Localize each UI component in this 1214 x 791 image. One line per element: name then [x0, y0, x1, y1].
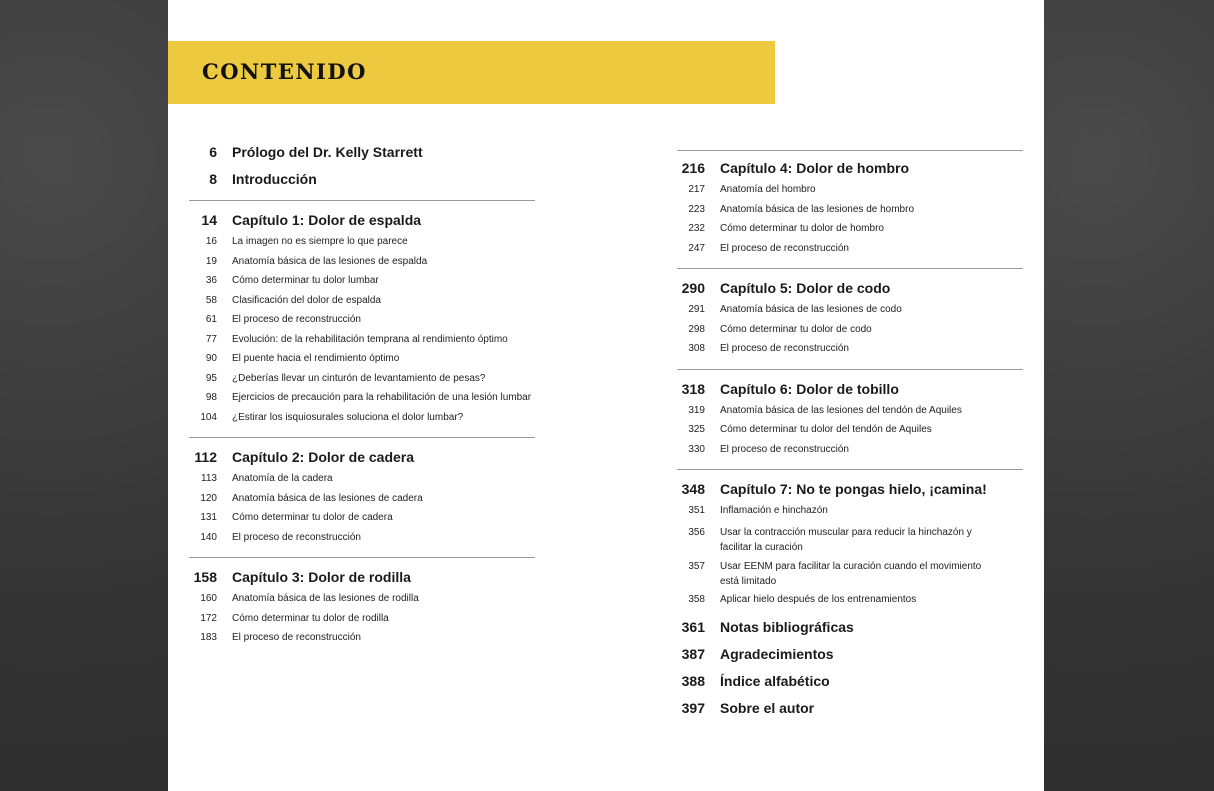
- toc-chapter-3[interactable]: [189, 569, 535, 593]
- page-number: 290: [681, 280, 705, 296]
- section-divider: [189, 557, 535, 558]
- toc-item[interactable]: [677, 223, 1023, 243]
- toc-entry-front-0[interactable]: [189, 144, 535, 171]
- toc-item[interactable]: [189, 532, 535, 552]
- page-number: 58: [205, 294, 217, 306]
- page-number: 6: [209, 144, 217, 160]
- page-title: CONTENIDO: [202, 59, 367, 84]
- section-divider: [189, 200, 535, 201]
- item-title: Cómo determinar tu dolor de rodilla: [232, 612, 389, 624]
- toc-item[interactable]: [677, 243, 1023, 263]
- toc-left-column: [189, 144, 535, 652]
- toc-chapter-2[interactable]: [189, 449, 535, 473]
- page-number: 223: [688, 203, 705, 215]
- item-title: El proceso de reconstrucción: [232, 531, 361, 543]
- page-number: 232: [688, 223, 705, 234]
- entry-title: Agradecimientos: [720, 646, 834, 662]
- page-number: 140: [200, 531, 217, 543]
- toc-item[interactable]: [189, 593, 535, 613]
- item-title: Anatomía básica de las lesiones del tendón de Aquiles: [720, 404, 962, 416]
- entry-title: Prólogo del Dr. Kelly Starrett: [232, 144, 423, 160]
- toc-chapter-6[interactable]: [677, 381, 1023, 405]
- entry-title: Sobre el autor: [720, 700, 815, 716]
- toc-item[interactable]: [677, 343, 1023, 363]
- item-title: Cómo determinar tu dolor de codo: [720, 323, 872, 335]
- chapter-title: Capítulo 4: Dolor de hombro: [720, 160, 909, 176]
- toc-entry-back-1[interactable]: [677, 646, 1023, 673]
- page-number: 388: [681, 673, 705, 689]
- toc-item[interactable]: [189, 275, 535, 295]
- page-number: 77: [205, 333, 217, 345]
- item-title: Usar EENM para facilitar la curación cuando el movimiento está limitado: [720, 561, 982, 587]
- toc-item[interactable]: [189, 613, 535, 633]
- toc-item[interactable]: [677, 204, 1023, 224]
- item-title: El proceso de reconstrucción: [232, 314, 361, 325]
- toc-chapter-7[interactable]: [677, 481, 1023, 505]
- page-number: 112: [194, 449, 217, 465]
- toc-entry-back-2[interactable]: [677, 673, 1023, 700]
- page-number: 16: [205, 236, 217, 247]
- background-left: [0, 0, 168, 791]
- page-number: 158: [193, 569, 217, 585]
- page-number: 397: [681, 700, 705, 716]
- item-title: Aplicar hielo después de los entrenamientos: [720, 593, 917, 605]
- page-number: 361: [681, 619, 705, 635]
- page-number: 308: [688, 343, 705, 354]
- section-divider: [189, 437, 535, 438]
- item-title: Anatomía básica de las lesiones de codo: [720, 304, 902, 315]
- page-number: 351: [688, 505, 705, 516]
- page-number: 14: [201, 212, 217, 228]
- item-title: Anatomía básica de las lesiones de cadera: [232, 492, 423, 504]
- section-divider: [677, 268, 1023, 269]
- toc-item[interactable]: [189, 632, 535, 652]
- toc-item[interactable]: [189, 473, 535, 493]
- page-number: 131: [200, 512, 217, 523]
- item-title: Clasificación del dolor de espalda: [232, 294, 381, 306]
- chapter-title: Capítulo 5: Dolor de codo: [720, 280, 891, 296]
- page-number: 357: [688, 561, 705, 572]
- item-title: El proceso de reconstrucción: [720, 443, 849, 455]
- item-title: Cómo determinar tu dolor del tendón de Aquiles: [720, 424, 932, 435]
- item-title: Cómo determinar tu dolor de cadera: [232, 512, 393, 523]
- item-title: Cómo determinar tu dolor de hombro: [720, 223, 884, 234]
- toc-item[interactable]: [189, 353, 535, 373]
- toc-item[interactable]: [677, 444, 1023, 464]
- toc-item[interactable]: [189, 412, 535, 432]
- item-title: Anatomía básica de las lesiones de hombro: [720, 203, 915, 215]
- item-title: El proceso de reconstrucción: [232, 632, 361, 643]
- section-divider: [677, 150, 1023, 151]
- page-number: 348: [681, 481, 705, 497]
- toc-entry-back-3[interactable]: [677, 700, 1023, 727]
- entry-title: Introducción: [232, 171, 317, 187]
- page-number: 291: [688, 304, 705, 315]
- section-divider: [677, 369, 1023, 370]
- page-number: 98: [205, 392, 217, 403]
- toc-item[interactable]: [189, 512, 535, 532]
- page-number: 172: [200, 612, 217, 624]
- item-title: Cómo determinar tu dolor lumbar: [232, 275, 379, 286]
- item-title: ¿Estirar los isquiosurales soluciona el dolor lumbar?: [232, 411, 464, 423]
- item-title: La imagen no es siempre lo que parece: [232, 236, 408, 247]
- toc-item[interactable]: [677, 505, 1023, 525]
- page-number: 61: [205, 314, 217, 325]
- toc-item[interactable]: [189, 314, 535, 334]
- title-banner: [168, 41, 775, 104]
- item-title: ¿Deberías llevar un cinturón de levantamiento de pesas?: [232, 372, 486, 384]
- toc-item[interactable]: [677, 184, 1023, 204]
- toc-item[interactable]: [677, 324, 1023, 344]
- page-number: 330: [688, 443, 705, 455]
- page-number: 95: [205, 372, 217, 384]
- toc-item[interactable]: [677, 594, 1023, 614]
- page-number: 318: [681, 380, 705, 397]
- toc-item[interactable]: [677, 424, 1023, 444]
- page-number: 325: [688, 424, 705, 435]
- page-number: 160: [200, 593, 217, 604]
- toc-item[interactable]: [189, 256, 535, 276]
- toc-entry-back-0[interactable]: [677, 619, 1023, 646]
- page-number: 319: [688, 404, 705, 416]
- item-title: Usar la contracción muscular para reducir la hinchazón y facilitar la curación: [720, 526, 972, 553]
- page-number: 183: [200, 632, 217, 643]
- item-title: El proceso de reconstrucción: [720, 343, 849, 354]
- item-title: Inflamación e hinchazón: [720, 505, 828, 516]
- toc-item[interactable]: [677, 304, 1023, 324]
- entry-title: Notas bibliográficas: [720, 619, 854, 635]
- toc-chapter-1[interactable]: [189, 212, 535, 236]
- item-title: Anatomía básica de las lesiones de espalda: [232, 255, 428, 267]
- item-title: El puente hacia el rendimiento óptimo: [232, 353, 400, 364]
- page-number: 298: [688, 323, 705, 335]
- toc-item[interactable]: [677, 559, 1023, 594]
- toc-item[interactable]: [189, 236, 535, 256]
- item-title: El proceso de reconstrucción: [720, 242, 849, 254]
- background-right: [1044, 0, 1214, 791]
- item-title: Evolución: de la rehabilitación temprana al rendimiento óptimo: [232, 333, 508, 345]
- page-number: 120: [200, 492, 217, 504]
- page-number: 387: [681, 646, 705, 662]
- item-title: Anatomía básica de las lesiones de rodilla: [232, 593, 419, 604]
- item-title: Ejercicios de precaución para la rehabilitación de una lesión lumbar: [232, 392, 532, 403]
- section-divider: [677, 469, 1023, 470]
- page-number: 216: [681, 160, 705, 176]
- chapter-title: Capítulo 6: Dolor de tobillo: [720, 380, 899, 397]
- page-number: 217: [688, 184, 705, 195]
- page-number: 113: [201, 473, 217, 484]
- toc-item[interactable]: [189, 373, 535, 393]
- page-number: 90: [205, 353, 217, 364]
- chapter-title: Capítulo 3: Dolor de rodilla: [232, 569, 411, 585]
- chapter-title: Capítulo 7: No te pongas hielo, ¡camina!: [720, 481, 987, 497]
- toc-item[interactable]: [189, 295, 535, 315]
- toc-right-column: [677, 148, 1023, 727]
- entry-title: Índice alfabético: [720, 673, 830, 689]
- page-number: 36: [205, 275, 217, 286]
- toc-item[interactable]: [189, 334, 535, 354]
- page-number: 19: [205, 255, 217, 267]
- page-number: 358: [688, 593, 705, 605]
- page-number: 247: [688, 242, 705, 254]
- item-title: Anatomía del hombro: [720, 184, 816, 195]
- toc-entry-front-1[interactable]: [189, 171, 535, 198]
- chapter-title: Capítulo 1: Dolor de espalda: [232, 212, 422, 228]
- page-number: 8: [209, 171, 217, 187]
- toc-chapter-4[interactable]: [677, 160, 1023, 184]
- toc-chapter-5[interactable]: [677, 280, 1023, 304]
- page-number: 356: [688, 526, 705, 538]
- chapter-title: Capítulo 2: Dolor de cadera: [232, 449, 415, 465]
- toc-item[interactable]: [677, 525, 1023, 560]
- toc-item[interactable]: [677, 405, 1023, 425]
- item-title: Anatomía de la cadera: [232, 473, 333, 484]
- page-number: 104: [200, 411, 217, 423]
- toc-item[interactable]: [189, 493, 535, 513]
- toc-item[interactable]: [189, 392, 535, 412]
